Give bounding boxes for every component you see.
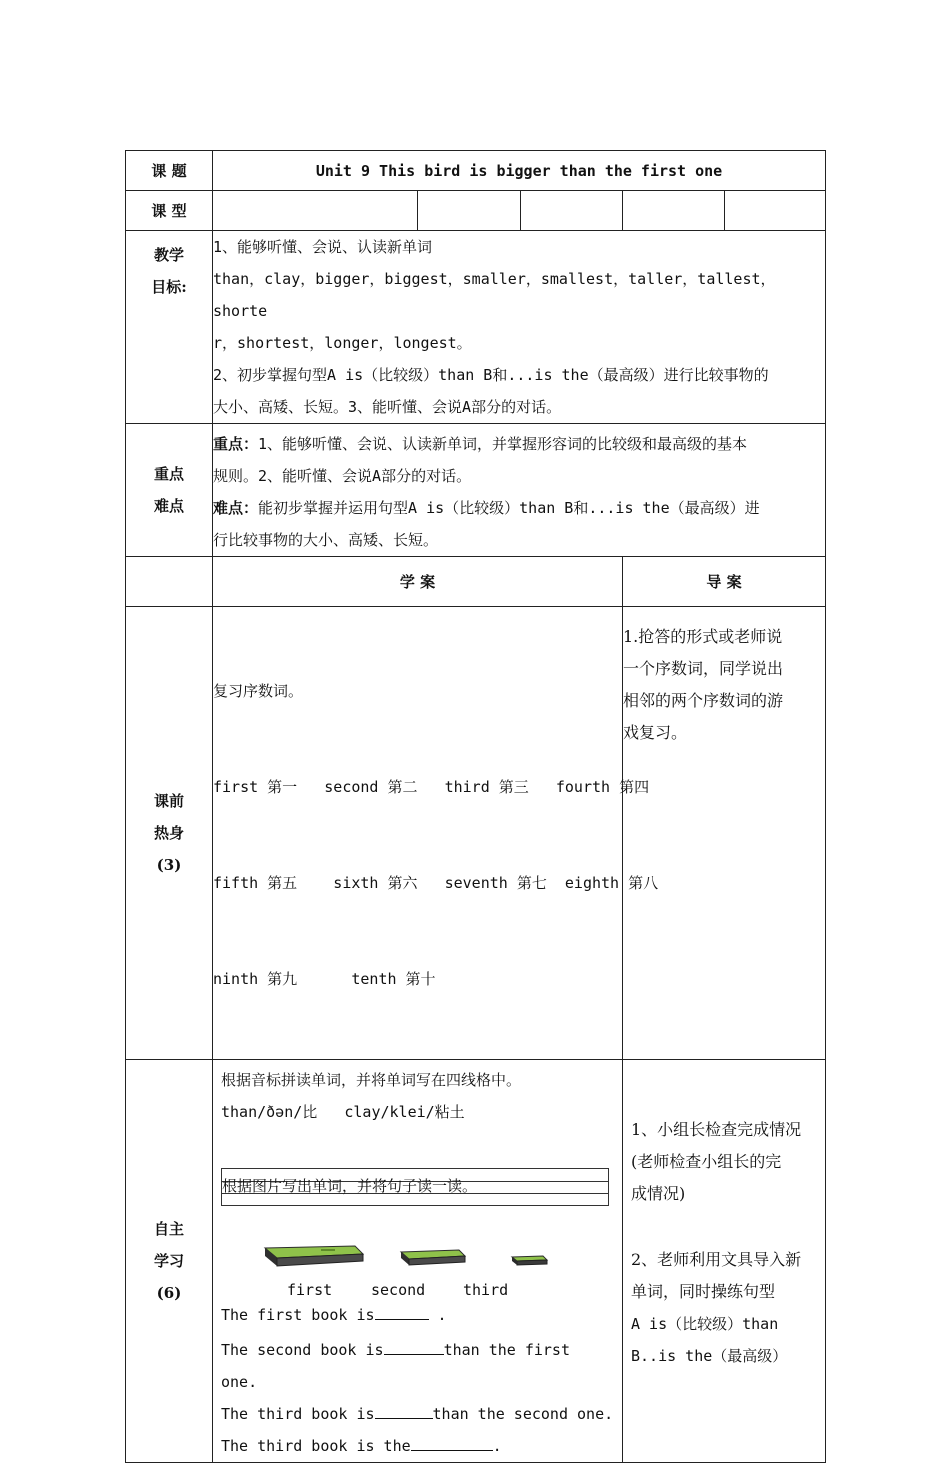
guide-line: 1、小组长检查完成情况 xyxy=(631,1120,802,1139)
guide-line: 单词，同时操练句型 xyxy=(631,1282,776,1301)
guide-line: 成情况) xyxy=(631,1184,686,1203)
guide-line: 2、老师利用文具导入新 xyxy=(631,1250,802,1269)
warmup-guide xyxy=(623,607,826,1060)
guide-line: B..is the（最高级） xyxy=(631,1347,788,1365)
warmup-guide-line: 戏复习。 xyxy=(623,723,688,742)
answer-blank[interactable] xyxy=(411,1436,493,1451)
key-point-text-cont: 规则。2、能听懂、会说A部分的对话。 xyxy=(213,467,472,485)
difficulty-text: 能初步掌握并运用句型A is（比较级）than B和...is the（最高级）进 xyxy=(258,499,760,517)
sentence-4-start: The third book is the xyxy=(221,1437,411,1455)
topic-value: Unit 9 This bird is bigger than the first one xyxy=(213,151,826,191)
type-cell-4 xyxy=(623,191,725,231)
objectives-line: 大小、高矮、长短。3、能听懂、会说A部分的对话。 xyxy=(213,398,562,416)
type-cell-3 xyxy=(521,191,623,231)
sentence-3-start: The third book is xyxy=(221,1405,375,1423)
key-point-text: 1、能够听懂、会说、认读新单词，并掌握形容词的比较级和最高级的基本 xyxy=(258,435,748,453)
difficulty-heading: 难点： xyxy=(213,499,259,517)
sentence-2-end: than the first one. xyxy=(221,1341,570,1391)
warmup-guide-line: 一个序数词，同学说出 xyxy=(623,659,784,678)
warmup-label-line3: (3) xyxy=(156,856,182,874)
sentence-1-start: The first book is xyxy=(221,1306,375,1324)
study-plan-heading: 学 案 xyxy=(213,557,623,607)
answer-blank[interactable] xyxy=(375,1404,433,1419)
picture-instruction: 根据图片写出单词，并将句子读一读。 xyxy=(222,1177,478,1195)
keypoints-label-line2: 难点 xyxy=(153,497,184,515)
objectives-content xyxy=(213,231,826,424)
guide-spacer xyxy=(631,1210,817,1244)
caption-third: third xyxy=(463,1281,509,1299)
caption-first: first xyxy=(287,1281,333,1299)
ordinal-row: ninth 第九 tenth 第十 xyxy=(213,970,436,988)
objectives-label xyxy=(126,231,213,424)
warmup-label-line2: 热身 xyxy=(153,824,184,842)
topic-label: 课 题 xyxy=(126,151,213,191)
type-cell-2 xyxy=(418,191,521,231)
lesson-plan-table xyxy=(125,150,826,1463)
answer-blank[interactable] xyxy=(384,1340,444,1355)
difficulty-text-cont: 行比较事物的大小、高矮、长短。 xyxy=(213,531,439,549)
ordinal-row: fifth 第五 sixth 第六 seventh 第七 eighth 第八 xyxy=(213,874,659,892)
sentence-1-end: . xyxy=(428,1306,447,1324)
sentence-4-end: . xyxy=(492,1437,502,1455)
warmup-guide-line: 相邻的两个序数词的游 xyxy=(623,691,784,710)
four-line-grid xyxy=(221,1168,609,1206)
warmup-label-line1: 课前 xyxy=(153,792,184,810)
caption-second: second xyxy=(371,1281,426,1299)
sentence-1 xyxy=(221,1302,614,1328)
objectives-line: 1、能够听懂、会说、认读新单词 xyxy=(213,238,433,256)
selfstudy-guide xyxy=(623,1060,826,1463)
selfstudy-intro: 根据音标拼读单词，并将单词写在四线格中。 xyxy=(221,1071,522,1089)
objectives-label-line2: 目标: xyxy=(151,278,187,296)
book-small-image xyxy=(512,1256,547,1265)
ordinal-row: first 第一 second 第二 third 第三 fourth 第四 xyxy=(213,778,650,796)
selfstudy-label-line1: 自主 xyxy=(153,1220,184,1238)
books-svg xyxy=(221,1228,621,1278)
plan-header-blank xyxy=(126,557,213,607)
selfstudy-label-line2: 学习 xyxy=(153,1252,184,1270)
sentence-4 xyxy=(221,1430,614,1462)
answer-blank[interactable] xyxy=(375,1305,429,1320)
book-captions xyxy=(287,1278,614,1302)
keypoints-label-line1: 重点 xyxy=(153,465,184,483)
sentence-2-start: The second book is xyxy=(221,1341,384,1359)
guide-plan-heading: 导 案 xyxy=(623,557,826,607)
sentence-3-end: than the second one. xyxy=(432,1405,614,1423)
keypoints-content xyxy=(213,424,826,557)
objectives-line: r，shortest，longer，longest。 xyxy=(213,334,472,352)
keypoints-label xyxy=(126,424,213,557)
book-large-image xyxy=(265,1246,363,1266)
type-cell-1 xyxy=(213,191,418,231)
objectives-line: 2、初步掌握句型A is（比较级）than B和...is the（最高级）进行比较事物的 xyxy=(213,366,769,384)
warmup-guide-line: 1.抢答的形式或老师说 xyxy=(623,627,783,646)
book-pictures xyxy=(221,1228,614,1278)
guide-line: (老师检查小组长的完 xyxy=(631,1152,782,1171)
type-label: 课 型 xyxy=(126,191,213,231)
type-cell-5 xyxy=(725,191,826,231)
guide-line: A is（比较级）than xyxy=(631,1315,779,1333)
phonetics-line: than/ðən/比 clay/klei/粘土 xyxy=(221,1103,465,1121)
key-point-heading: 重点： xyxy=(213,435,259,453)
objectives-label-line1: 教学 xyxy=(153,246,184,264)
objectives-line: than，clay，bigger，biggest，smaller，smallest，taller，tallest，shorte xyxy=(213,270,776,320)
selfstudy-study xyxy=(213,1060,623,1463)
warmup-label xyxy=(126,607,213,1060)
selfstudy-label xyxy=(126,1060,213,1463)
selfstudy-label-line3: (6) xyxy=(156,1284,182,1302)
sentence-3 xyxy=(221,1398,614,1430)
warmup-intro: 复习序数词。 xyxy=(213,682,304,700)
book-medium-image xyxy=(401,1250,465,1265)
